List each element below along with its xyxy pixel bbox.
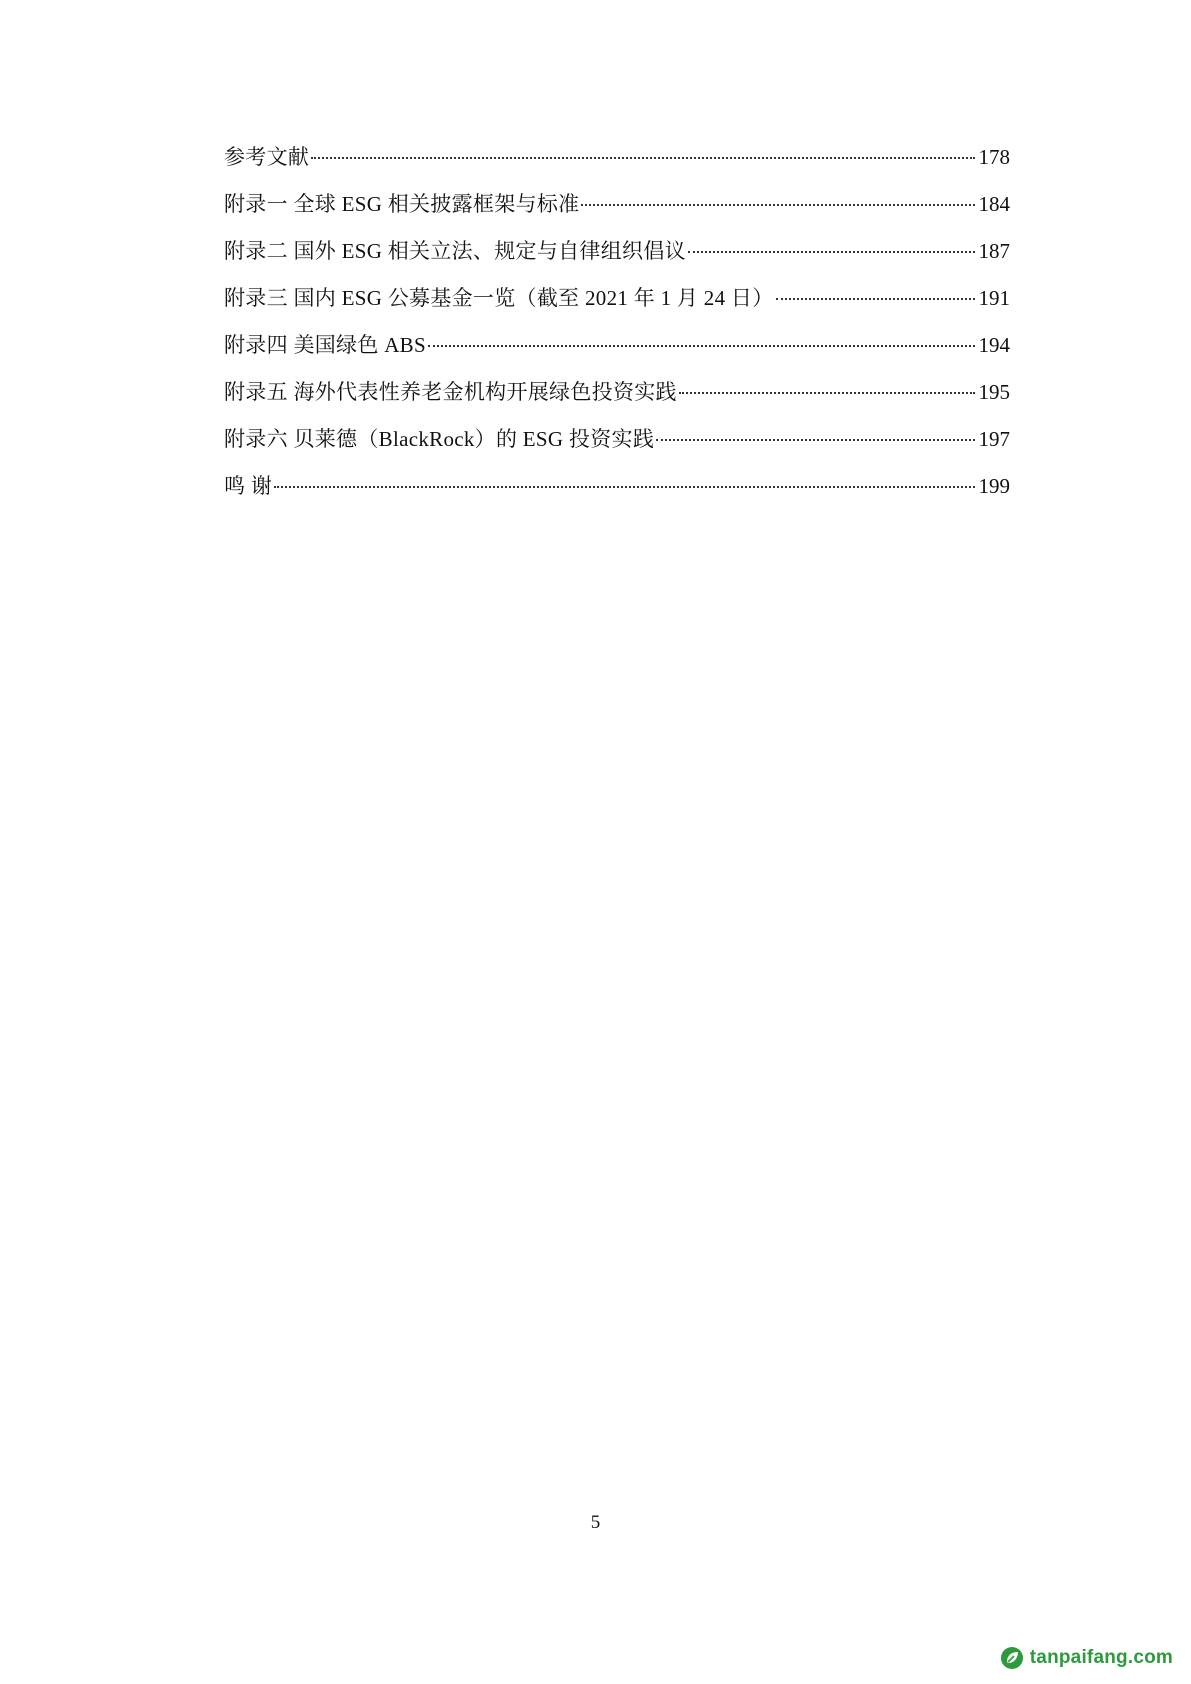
toc-entry-appendix-1[interactable] — [224, 189, 1010, 236]
toc-entry-appendix-3[interactable] — [224, 283, 1010, 330]
toc-dot-leader — [274, 486, 974, 488]
watermark — [1000, 1646, 1173, 1670]
toc-entry-page: 187 — [978, 239, 1010, 263]
toc-entry-appendix-2[interactable] — [224, 236, 1010, 283]
toc-entry-title: 附录一 全球 ESG 相关披露框架与标准 — [224, 192, 580, 216]
toc-entry-title: 附录二 国外 ESG 相关立法、规定与自律组织倡议 — [224, 239, 686, 263]
toc-dot-leader — [776, 298, 975, 300]
toc-entry-acknowledgements[interactable] — [224, 471, 1010, 518]
toc-entry-page: 199 — [978, 474, 1010, 498]
toc-entry-page: 191 — [978, 286, 1010, 310]
toc-entry-title: 参考文献 — [224, 145, 310, 169]
toc-entry-page: 195 — [978, 380, 1010, 404]
table-of-contents — [224, 142, 1010, 518]
toc-entry-title: 附录三 国内 ESG 公募基金一览（截至 2021 年 1 月 24 日） — [224, 286, 774, 310]
toc-entry-appendix-4[interactable] — [224, 330, 1010, 377]
toc-entry-title: 鸣 谢 — [224, 474, 273, 498]
toc-dot-leader — [428, 345, 975, 347]
toc-entry-page: 194 — [978, 333, 1010, 357]
toc-entry-title: 附录五 海外代表性养老金机构开展绿色投资实践 — [224, 380, 677, 404]
toc-dot-leader — [656, 439, 974, 441]
toc-dot-leader — [688, 251, 975, 253]
toc-entry-page: 178 — [978, 145, 1010, 169]
leaf-logo-icon — [1000, 1646, 1024, 1670]
page-number: 5 — [590, 1512, 601, 1533]
toc-entry-page: 197 — [978, 427, 1010, 451]
toc-entry-title: 附录六 贝莱德（BlackRock）的 ESG 投资实践 — [224, 427, 655, 451]
toc-entry-title: 附录四 美国绿色 ABS — [224, 333, 426, 357]
toc-dot-leader — [581, 204, 974, 206]
toc-entry-appendix-5[interactable] — [224, 377, 1010, 424]
watermark-text: tanpaifang.com — [1029, 1647, 1173, 1668]
toc-dot-leader — [311, 157, 974, 159]
toc-entry-page: 184 — [978, 192, 1010, 216]
toc-entry-appendix-6[interactable] — [224, 424, 1010, 471]
toc-dot-leader — [679, 392, 975, 394]
toc-entry-references[interactable] — [224, 142, 1010, 189]
